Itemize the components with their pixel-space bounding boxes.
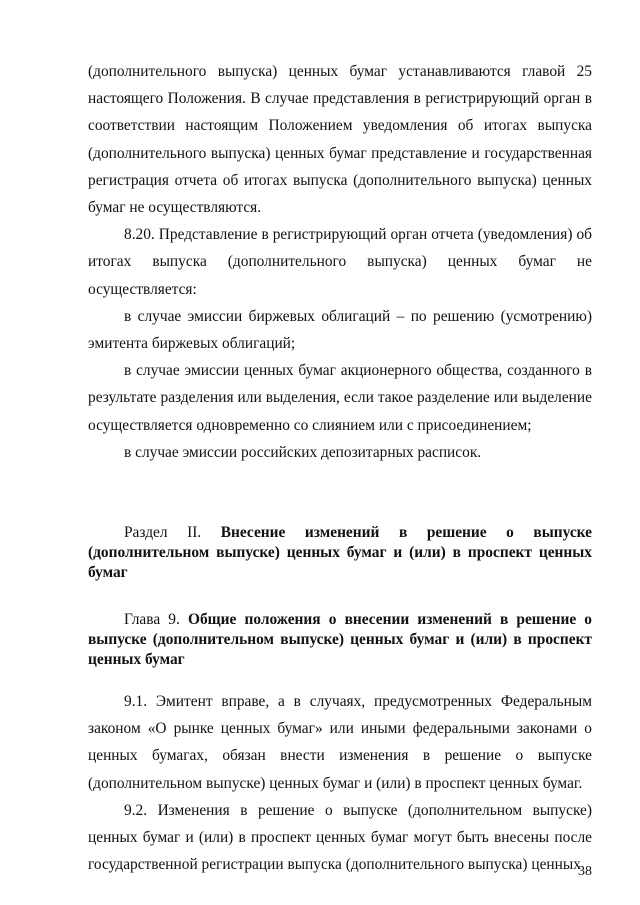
paragraph-continuation: (дополнительного выпуска) ценных бумаг устанавливаются главой 25 настоящего Положения. В случае представления в регистрирующий орган в соответствии настоящим Положением уведомления об итогах выпуска (дополнительного выпуска) ценных бумаг представление и государственная регистрация отчета об итогах выпуска (дополнительного выпуска) ценных бумаг не осуществляются. [88, 63, 592, 217]
paragraph-9-2: 9.2. Изменения в решение о выпуске (дополнительном выпуске) ценных бумаг и (или) в проспект ценных бумаг могут быть внесены после государственной регистрации выпуска (дополнительного выпуска) ценных [88, 801, 592, 874]
list-item-exchange-bonds: в случае эмиссии биржевых облигаций – по решению (усмотрению) эмитента биржевых облигаций; [88, 307, 592, 353]
section-heading [88, 523, 592, 583]
page-number: 38 [578, 864, 592, 879]
section-prefix: Раздел II. [124, 524, 221, 542]
list-item-depositary-receipts: в случае эмиссии российских депозитарных расписок. [124, 443, 482, 461]
chapter-title: Общие положения о внесении изменений в решение о выпуске (дополнительном выпуске) ценных бумаг и (или) в проспект ценных бумаг [88, 611, 592, 669]
spacer [88, 670, 592, 688]
spacer [88, 583, 592, 610]
paragraph-8-20: 8.20. Представление в регистрирующий орган отчета (уведомления) об итогах выпуска (дополнительного выпуска) ценных бумаг не осуществляется: [88, 226, 592, 298]
paragraph-9-1: 9.1. Эмитент вправе, а в случаях, предусмотренных Федеральным законом «О рынке ценных бумаг» или иными федеральными законами о ценных бумагах, обязан внести изменения в решение о выпуске (дополнительном выпуске) ценных бумаг и (или) в проспект ценных бумаг. [88, 693, 592, 792]
spacer [88, 466, 592, 523]
section-title: Внесение изменений в решение о выпуске (дополнительном выпуске) ценных бумаг и (или) в проспект ценных бумаг [88, 524, 592, 582]
list-item-joint-stock-company: в случае эмиссии ценных бумаг акционерного общества, созданного в результате разделения или выделения, если такое разделение или выделение осуществляется одновременно со слиянием или с присоединением; [88, 362, 592, 434]
document-page [88, 58, 592, 878]
chapter-heading [88, 610, 592, 670]
chapter-prefix: Глава 9. [124, 611, 188, 629]
